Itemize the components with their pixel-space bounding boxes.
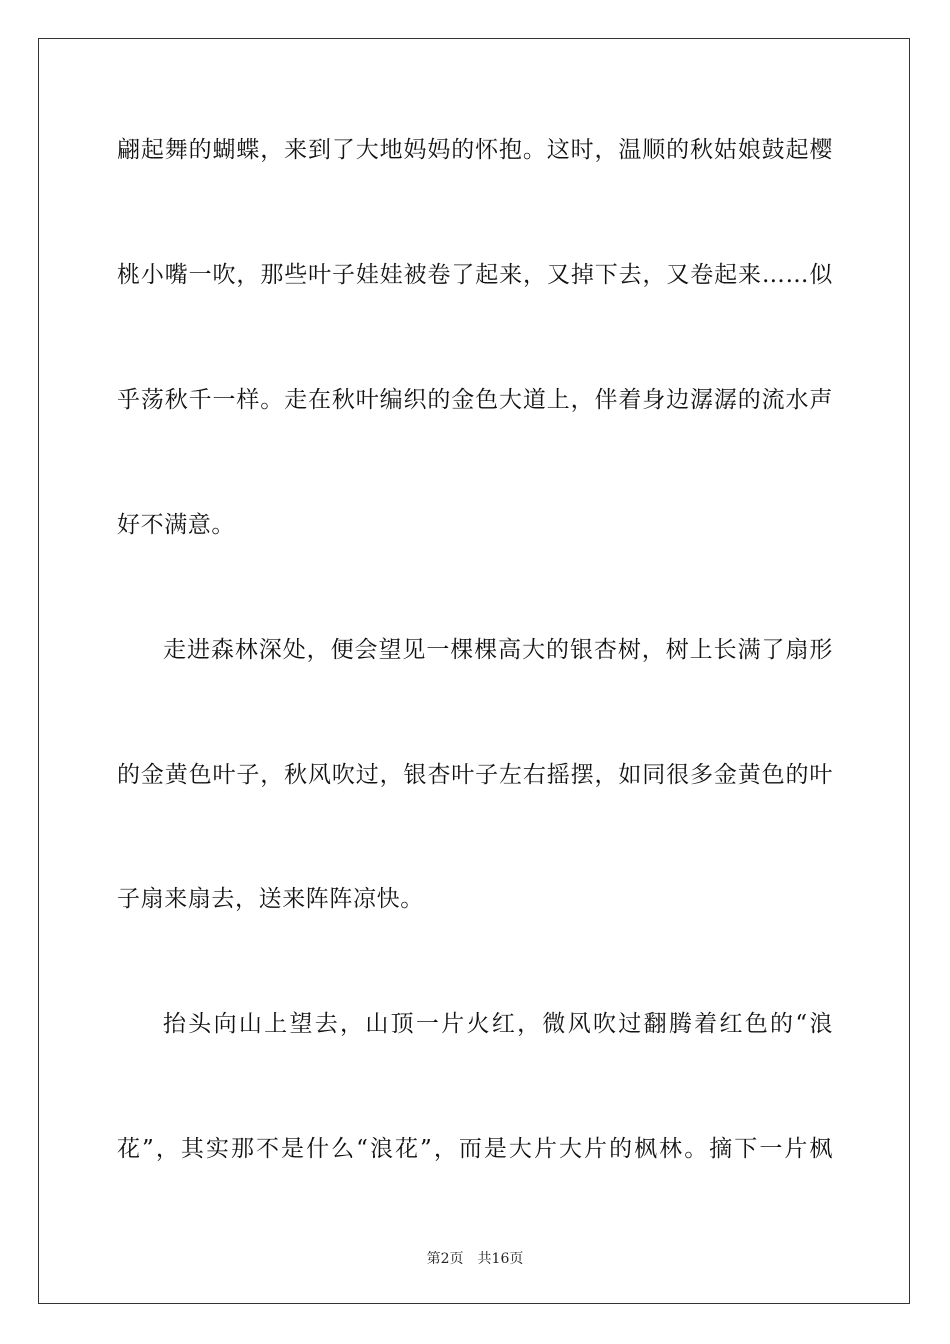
text-line: 好不满意。 — [117, 512, 235, 538]
page-border — [38, 38, 910, 1304]
page-number: 第2页 — [426, 1251, 464, 1267]
text-line: 走进森林深处，便会望见一棵棵高大的银杏树，树上长满了扇形 — [163, 637, 833, 663]
text-line: 翩起舞的蝴蝶，来到了大地妈妈的怀抱。这时，温顺的秋姑娘鼓起樱 — [117, 137, 833, 163]
text-line: 的金黄色叶子，秋风吹过，银杏叶子左右摇摆，如同很多金黄色的叶 — [117, 762, 833, 788]
text-line: 桃小嘴一吹，那些叶子娃娃被卷了起来，又掉下去，又卷起来……似 — [117, 262, 833, 288]
text-line: 子扇来扇去，送来阵阵凉快。 — [117, 886, 424, 912]
text-line: 花”，其实那不是什么“浪花”，而是大片大片的枫林。摘下一片枫 — [117, 1136, 833, 1162]
text-line: 抬头向山上望去，山顶一片火红，微风吹过翻腾着红色的“浪 — [163, 1011, 833, 1037]
page-footer — [0, 1248, 950, 1268]
page-total: 共16页 — [477, 1251, 524, 1267]
text-line: 乎荡秋千一样。走在秋叶编织的金色大道上，伴着身边潺潺的流水声 — [117, 387, 833, 413]
